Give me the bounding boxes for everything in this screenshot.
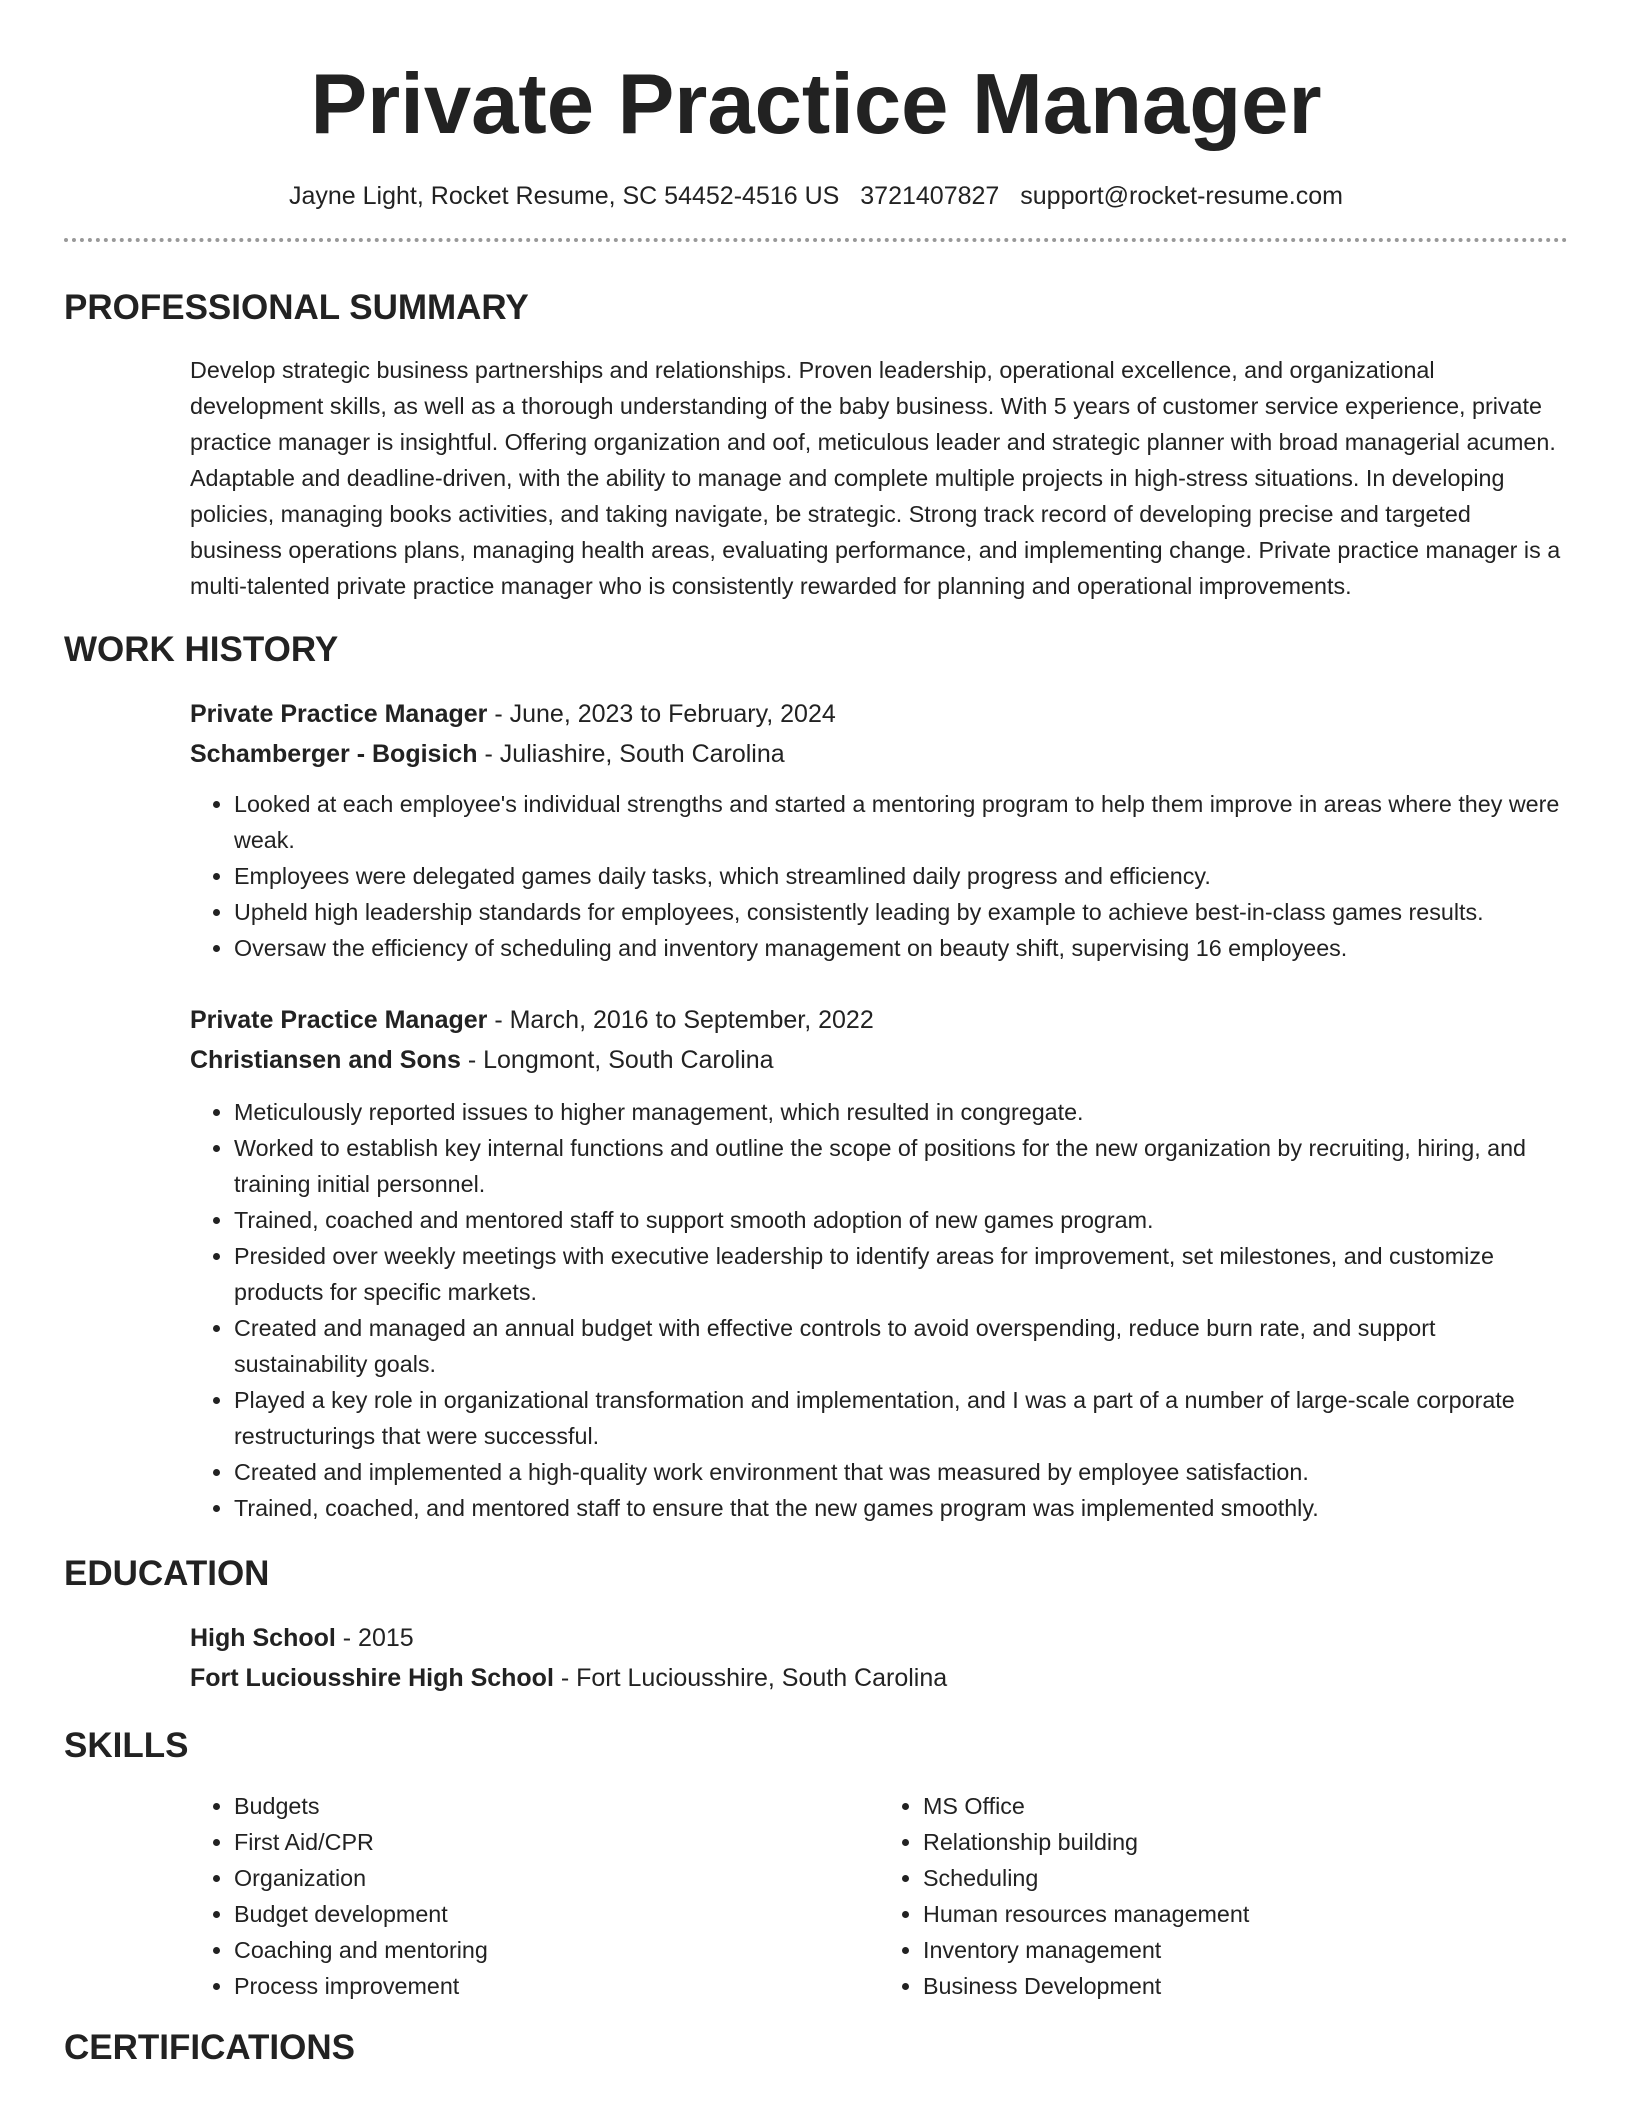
education-degree-line: [190, 1618, 1568, 1658]
list-item: • Organization: [234, 1860, 879, 1896]
list-item: • MS Office: [923, 1788, 1568, 1824]
contact-email: support@rocket-resume.com: [1020, 182, 1343, 210]
list-item: • Worked to establish key internal functions and outline the scope of positions for the new organization by recruiting, hiring, and training initial personnel.: [234, 1130, 1568, 1202]
job-location: - Longmont, South Carolina: [460, 1046, 774, 1074]
job-company: Christiansen and Sons: [190, 1046, 461, 1074]
list-item: • Business Development: [923, 1968, 1568, 2004]
list-item: • Employees were delegated games daily tasks, which streamlined daily progress and efficiency.: [234, 858, 1568, 894]
job-bullets: [190, 786, 1568, 966]
job-bullets: [190, 1094, 1568, 1526]
job-dates: - March, 2016 to September, 2022: [487, 1006, 874, 1034]
list-item: • Scheduling: [923, 1860, 1568, 1896]
skills-heading: SKILLS: [64, 1726, 189, 1765]
list-item: • Human resources management: [923, 1896, 1568, 1932]
education-school: Fort Luciousshire High School: [190, 1664, 554, 1692]
list-item: • Played a key role in organizational transformation and implementation, and I was a part of a number of large-scale corporate restructurings that were successful.: [234, 1382, 1568, 1454]
education-location: - Fort Luciousshire, South Carolina: [553, 1664, 948, 1692]
education-school-line: [190, 1658, 1568, 1698]
list-item: • Inventory management: [923, 1932, 1568, 1968]
job-company-line: [190, 734, 1568, 774]
job-dates: - June, 2023 to February, 2024: [487, 700, 836, 728]
header-divider: [64, 238, 1568, 242]
education-heading: EDUCATION: [64, 1554, 270, 1593]
certifications-heading: CERTIFICATIONS: [64, 2028, 356, 2067]
skills-column-right: [879, 1788, 1568, 2004]
list-item: • Trained, coached, and mentored staff to ensure that the new games program was implemented smoothly.: [234, 1490, 1568, 1526]
list-item: • Relationship building: [923, 1824, 1568, 1860]
list-item: • Process improvement: [234, 1968, 879, 2004]
job-entry: [190, 1000, 1568, 1526]
skills-list: [190, 1788, 1568, 2004]
summary-text: Develop strategic business partnerships and relationships. Proven leadership, operational excellence, and organizational development skills, as well as a thorough understanding of the baby business. With 5 years of customer service experience, private practice manager is insightful. Offering organization and oof, meticulous leader and strategic planner with broad managerial acumen. Adaptable and deadline-driven, with the ability to manage and complete multiple projects in high-stress situations. In developing policies, managing books activities, and taking navigate, be strategic. Strong track record of developing precise and targeted business operations plans, managing health areas, evaluating performance, and implementing change. Private practice manager is a multi-talented private practice manager who is consistently rewarded for planning and operational improvements.: [190, 357, 1561, 599]
job-company-line: [190, 1040, 1568, 1080]
job-location: - Juliashire, South Carolina: [477, 740, 785, 768]
list-item: • Created and managed an annual budget with effective controls to avoid overspending, reduce burn rate, and support sustainability goals.: [234, 1310, 1568, 1382]
list-item: • First Aid/CPR: [234, 1824, 879, 1860]
education-entry: [190, 1618, 1568, 1698]
job-title-line: [190, 1000, 1568, 1040]
education-year: - 2015: [335, 1624, 414, 1652]
summary-heading: PROFESSIONAL SUMMARY: [64, 288, 529, 327]
resume-title: Private Practice Manager: [310, 57, 1322, 152]
skills-column-left: [190, 1788, 879, 2004]
list-item: • Created and implemented a high-quality work environment that was measured by employee satisfaction.: [234, 1454, 1568, 1490]
job-title: Private Practice Manager: [190, 1006, 488, 1034]
education-degree: High School: [190, 1624, 336, 1652]
list-item: • Upheld high leadership standards for employees, consistently leading by example to achieve best-in-class games results.: [234, 894, 1568, 930]
contact-phone: 3721407827: [860, 182, 1000, 210]
job-title: Private Practice Manager: [190, 700, 488, 728]
job-company: Schamberger - Bogisich: [190, 740, 478, 768]
list-item: • Budgets: [234, 1788, 879, 1824]
list-item: • Oversaw the efficiency of scheduling and inventory management on beauty shift, supervising 16 employees.: [234, 930, 1568, 966]
list-item: • Coaching and mentoring: [234, 1932, 879, 1968]
list-item: • Trained, coached and mentored staff to support smooth adoption of new games program.: [234, 1202, 1568, 1238]
job-title-line: [190, 694, 1568, 734]
work-history-heading: WORK HISTORY: [64, 630, 339, 669]
job-entry: [190, 694, 1568, 966]
list-item: • Budget development: [234, 1896, 879, 1932]
list-item: • Meticulously reported issues to higher management, which resulted in congregate.: [234, 1094, 1568, 1130]
list-item: • Presided over weekly meetings with executive leadership to identify areas for improvement, set milestones, and customize products for specific markets.: [234, 1238, 1568, 1310]
contact-line: [64, 180, 1568, 212]
list-item: • Looked at each employee's individual strengths and started a mentoring program to help them improve in areas where they were weak.: [234, 786, 1568, 858]
contact-address: Jayne Light, Rocket Resume, SC 54452-4516 US: [289, 182, 840, 210]
